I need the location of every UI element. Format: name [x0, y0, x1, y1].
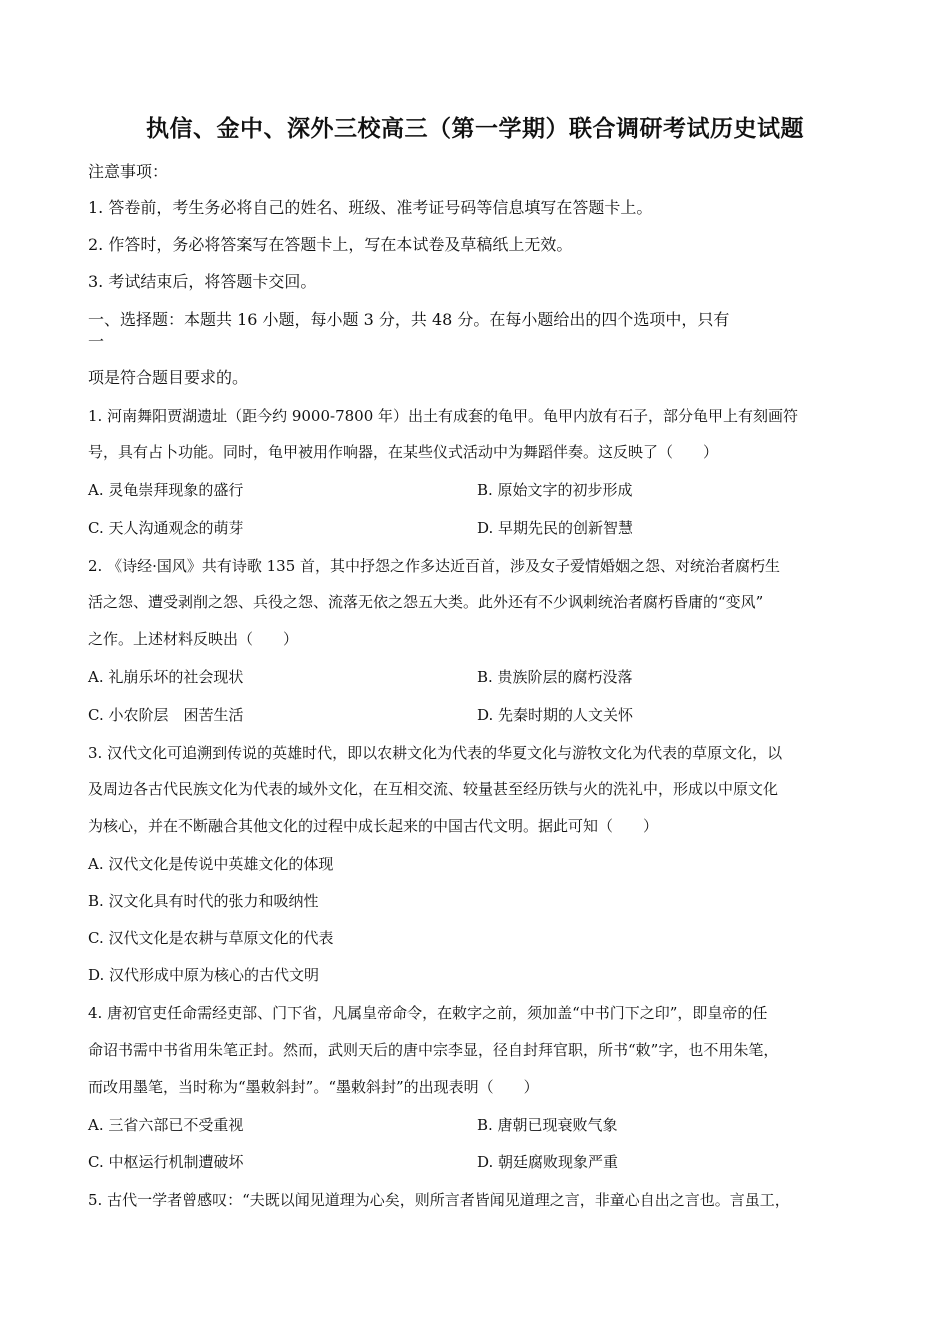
question-5-stem-line-1: 5. 古代一学者曾感叹：“夫既以闻见道理为心矣，则所言者皆闻见道理之言，非童心自出之言也。言虽工，	[88, 1191, 790, 1209]
question-4-stem-line-2: 命诏书需中书省用朱笔正封。然而，武则天后的唐中宗李显，径自封拜官职，所书“敕”字，也不用朱笔，	[88, 1041, 779, 1059]
notice-item-2: 2. 作答时，务必将答案写在答题卡上，写在本试卷及草稿纸上无效。	[88, 235, 573, 254]
question-3-stem-line-1: 3. 汉代文化可追溯到传说的英雄时代，即以农耕文化为代表的华夏文化与游牧文化为代表的草原文化，以	[88, 744, 783, 762]
question-1-option-a[interactable]: A. 灵龟崇拜现象的盛行	[88, 481, 244, 499]
section-heading: 一、选择题：本题共 16 小题，每小题 3 分，共 48 分。在每小题给出的四个选项中，只有	[88, 310, 730, 329]
question-1-stem-line-1: 1. 河南舞阳贾湖遗址（距今约 9000-7800 年）出土有成套的龟甲。龟甲内放有石子，部分龟甲上有刻画符	[88, 407, 799, 425]
question-4-option-c[interactable]: C. 中枢运行机制遭破坏	[88, 1153, 244, 1171]
question-1-option-b[interactable]: B. 原始文字的初步形成	[477, 481, 633, 499]
question-1-option-d[interactable]: D. 早期先民的创新智慧	[477, 519, 634, 537]
question-4-option-d[interactable]: D. 朝廷腐败现象严重	[477, 1153, 619, 1171]
notice-item-1: 1. 答卷前，考生务必将自己的姓名、班级、准考证号码等信息填写在答题卡上。	[88, 198, 653, 217]
notice-item-3: 3. 考试结束后，将答题卡交回。	[88, 272, 317, 291]
question-4-stem-line-3: 而改用墨笔，当时称为“墨敕斜封”。“墨敕斜封”的出现表明（ ）	[88, 1078, 539, 1096]
question-2-option-d[interactable]: D. 先秦时期的人文关怀	[477, 706, 634, 724]
question-2-option-a[interactable]: A. 礼崩乐坏的社会现状	[88, 668, 244, 686]
question-1-option-c[interactable]: C. 天人沟通观念的萌芽	[88, 519, 244, 537]
question-3-stem-line-2: 及周边各古代民族文化为代表的域外文化，在互相交流、较量甚至经历铁与火的洗礼中，形成以中原文化	[88, 780, 779, 798]
question-2-stem-line-1: 2. 《诗经·国风》共有诗歌 135 首，其中抒怨之作多达近百首，涉及女子爱情婚姻之怨、对统治者腐朽生	[88, 557, 781, 575]
question-3-stem-line-3: 为核心，并在不断融合其他文化的过程中成长起来的中国古代文明。据此可知（ ）	[88, 817, 659, 835]
question-3-option-d[interactable]: D. 汉代形成中原为核心的古代文明	[88, 966, 320, 984]
question-3-option-c[interactable]: C. 汉代文化是农耕与草原文化的代表	[88, 929, 334, 947]
question-2-option-c[interactable]: C. 小农阶层 困苦生活	[88, 706, 244, 724]
page-title: 执信、金中、深外三校高三（第一学期）联合调研考试历史试题	[146, 115, 804, 142]
question-2-option-b[interactable]: B. 贵族阶层的腐朽没落	[477, 668, 633, 686]
section-heading-end: 项是符合题目要求的。	[88, 368, 249, 387]
question-4-option-a[interactable]: A. 三省六部已不受重视	[88, 1116, 244, 1134]
question-2-stem-line-3: 之作。上述材料反映出（ ）	[88, 630, 299, 648]
section-heading-wrap: 一	[88, 332, 105, 351]
question-4-option-b[interactable]: B. 唐朝已现衰败气象	[477, 1116, 618, 1134]
question-4-stem-line-1: 4. 唐初官吏任命需经吏部、门下省，凡属皇帝命令，在敕字之前，须加盖“中书门下之印”，即皇帝的任	[88, 1004, 768, 1022]
question-1-stem-line-2: 号，具有占卜功能。同时，龟甲被用作响器，在某些仪式活动中为舞蹈伴奏。这反映了（ ）	[88, 443, 719, 461]
question-3-option-a[interactable]: A. 汉代文化是传说中英雄文化的体现	[88, 855, 334, 873]
notice-heading: 注意事项：	[88, 162, 169, 181]
question-2-stem-line-2: 活之怨、遭受剥削之怨、兵役之怨、流落无依之怨五大类。此外还有不少讽刺统治者腐朽昏庸的“变风”	[88, 593, 764, 611]
question-3-option-b[interactable]: B. 汉文化具有时代的张力和吸纳性	[88, 892, 319, 910]
